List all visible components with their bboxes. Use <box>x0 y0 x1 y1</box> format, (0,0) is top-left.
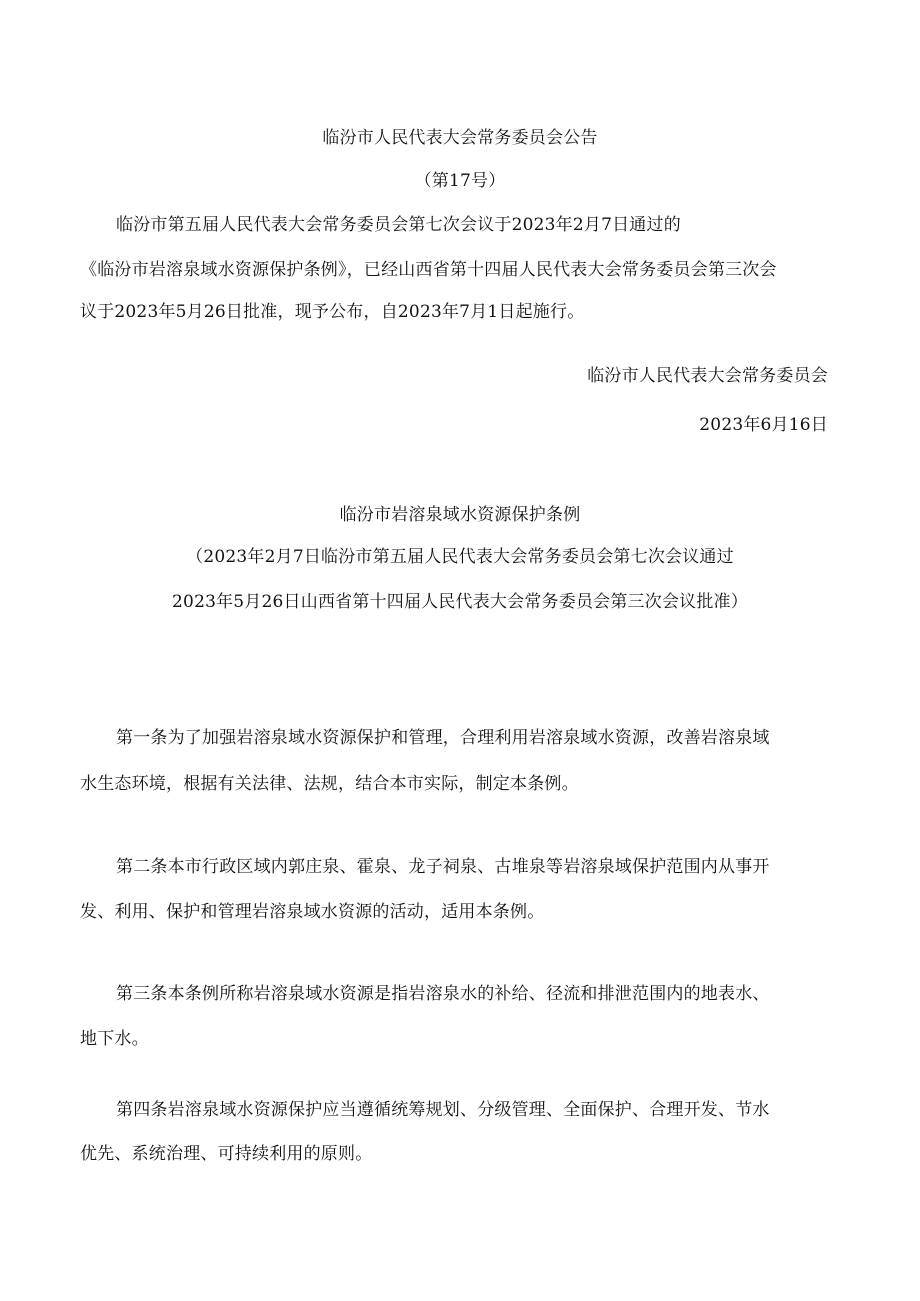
article-2-line: 发、利用、保护和管理岩溶泉域水资源的活动，适用本条例。 <box>80 902 545 922</box>
article-4-line: 优先、系统治理、可持续利用的原则。 <box>80 1144 373 1164</box>
regulation-adoption-line: 2023年5月26日山西省第十四届人民代表大会常务委员会第三次会议批准） <box>172 592 748 612</box>
announcement-body-line: 议于2023年5月26日批准，现予公布，自2023年7月1日起施行。 <box>80 302 585 322</box>
article-1-line: 水生态环境，根据有关法律、法规，结合本市实际，制定本条例。 <box>80 774 579 794</box>
announcement-issuer: 临汾市人民代表大会常务委员会 <box>587 366 828 386</box>
article-2-line: 第二条本市行政区域内郭庄泉、霍泉、龙子祠泉、古堆泉等岩溶泉域保护范围内从事开 <box>116 857 770 877</box>
regulation-title: 临汾市岩溶泉域水资源保护条例 <box>339 505 581 525</box>
announcement-body-line: 《临汾市岩溶泉域水资源保护条例》，已经山西省第十四届人民代表大会常务委员会第三次会 <box>80 260 777 280</box>
regulation-adoption-line: （2023年2月7日临汾市第五届人民代表大会常务委员会第七次会议通过 <box>186 547 734 567</box>
announcement-title: 临汾市人民代表大会常务委员会公告 <box>322 128 598 148</box>
article-3-line: 第三条本条例所称岩溶泉域水资源是指岩溶泉水的补给、径流和排泄范围内的地表水、 <box>116 984 770 1004</box>
article-1-line: 第一条为了加强岩溶泉域水资源保护和管理，合理利用岩溶泉域水资源，改善岩溶泉域 <box>116 728 770 748</box>
article-4-line: 第四条岩溶泉域水资源保护应当遵循统筹规划、分级管理、全面保护、合理开发、节水 <box>116 1100 770 1120</box>
announcement-body-line: 临汾市第五届人民代表大会常务委员会第七次会议于2023年2月7日通过的 <box>116 215 681 235</box>
announcement-date: 2023年6月16日 <box>699 415 828 435</box>
announcement-number: （第17号） <box>414 171 506 191</box>
article-3-line: 地下水。 <box>80 1029 149 1049</box>
